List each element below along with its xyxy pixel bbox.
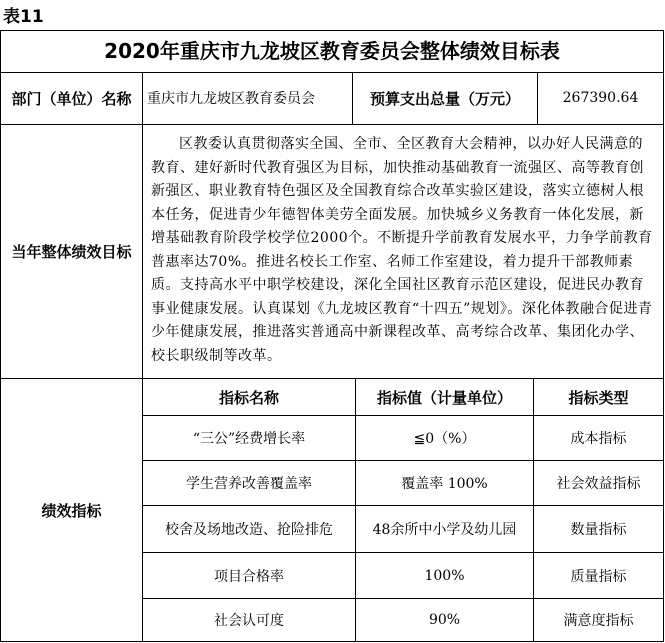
row-4-value: 100% <box>356 553 534 599</box>
row-3-value: 48余所中小学及幼儿园 <box>356 506 534 553</box>
budget-value: 267390.64 <box>538 72 663 125</box>
header-indicator-type: 指标类型 <box>534 379 663 416</box>
goal-text: 区教委认真贯彻落实全国、全市、全区教育大会精神，以办好人民满意的教育、建好新时代教育强区为目标，加快推动基础教育一流强区、高等教育创新强区、职业教育特色强区及全国教育综合改革实验区建设，落实立德树人根本任务，促进青少年德智体美劳全面发展。加快城乡义务教育一体化发展，新增基础教育阶段学校学位2000个。不断提升学前教育发展水平，力争学前教育普惠率达70%。推进名校长工作室、名师工作室建设，着力提升干部教师素质。支持高水平中职学校建设，深化全国社区教育示范区建设，促进民办教育事业健康发展。认真谋划《九龙坡区教育“十四五”规划》。深化体教融合促进青少年健康发展，推进落实普通高中新课程改革、高考综合改革、集团化办学、校长职级制等改革。 <box>143 125 663 379</box>
goal-label: 当年整体绩效目标 <box>1 125 143 379</box>
row-3-name: 校舍及场地改造、抢险排危 <box>143 506 356 553</box>
row-5-name: 社会认可度 <box>143 599 356 641</box>
row-5-type: 满意度指标 <box>563 613 634 629</box>
row-2-value: 覆盖率 100% <box>356 461 534 506</box>
header-indicator-name: 指标名称 <box>143 379 356 416</box>
performance-table <box>0 30 664 642</box>
row-2-name: 学生营养改善覆盖率 <box>143 461 356 506</box>
row-5-value: 90% <box>356 599 534 641</box>
row-2-type: 社会效益指标 <box>534 461 663 506</box>
row-1-type: 成本指标 <box>534 416 663 461</box>
row-1-name: “三公”经费增长率 <box>143 416 356 461</box>
row-4-type: 质量指标 <box>534 553 663 599</box>
dept-name-label: 部门（单位）名称 <box>1 72 143 125</box>
row-3-type: 数量指标 <box>534 506 663 553</box>
header-indicator-value: 指标值（计量单位） <box>356 379 534 416</box>
table-title: 2020年重庆市九龙坡区教育委员会整体绩效目标表 <box>1 31 663 73</box>
dept-name-value: 重庆市九龙坡区教育委员会 <box>143 72 353 125</box>
row-4-name: 项目合格率 <box>143 553 356 599</box>
indicators-label: 绩效指标 <box>1 379 143 641</box>
table-number-label: 表11 <box>3 7 44 27</box>
budget-label: 预算支出总量（万元） <box>353 72 538 125</box>
row-1-value: ≦0（%） <box>356 416 534 461</box>
